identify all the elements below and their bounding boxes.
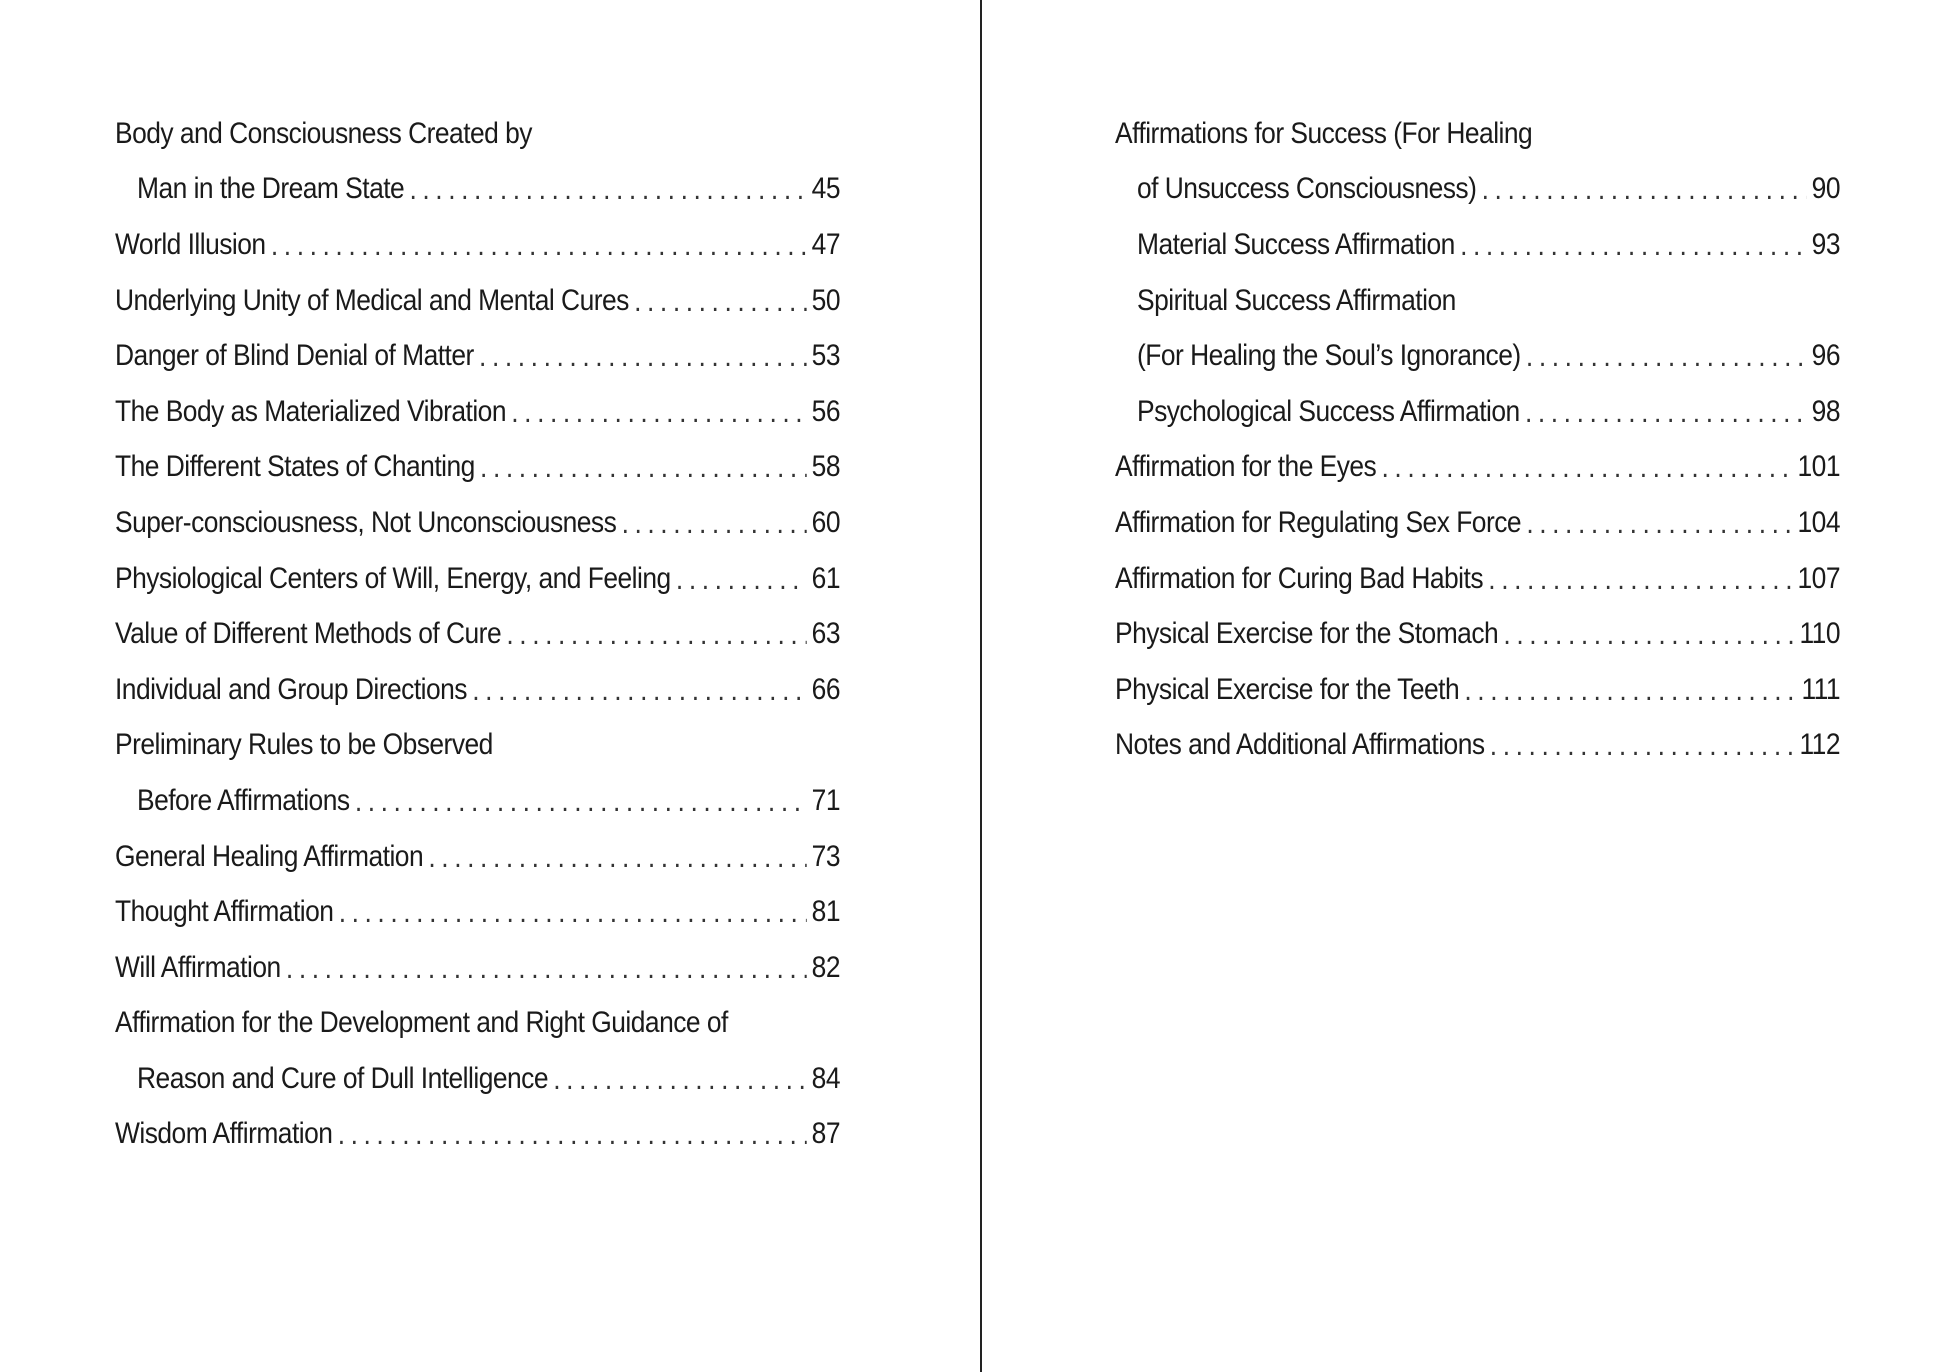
toc-entry-page-number: 82 [811,950,840,984]
toc-entry-title: (For Healing the Soul’s Ignorance) [1137,339,1521,373]
toc-entry-page-number: 90 [1811,172,1840,206]
toc-entry-title: Physical Exercise for the Stomach [1115,617,1499,651]
toc-entry-page-number: 112 [1799,728,1840,762]
toc-entry [115,551,840,607]
dot-leader [1525,396,1806,430]
toc-entry [1115,106,1840,162]
toc-entry-page-number: 107 [1797,561,1840,595]
toc-entry-title: Spiritual Success Affirmation [1137,283,1456,317]
toc-entry [115,440,840,496]
dot-leader [286,952,806,986]
toc-entry [115,384,840,440]
toc-entry-page-number: 84 [811,1061,840,1095]
toc-entry-title: Material Success Affirmation [1137,227,1455,261]
dot-leader [479,340,806,374]
toc-entry-page-number: 81 [811,895,840,929]
dot-leader [1382,451,1793,485]
toc-entry-title: Wisdom Affirmation [115,1117,333,1151]
toc-entry-title: World Illusion [115,227,266,261]
toc-entry-title: of Unsuccess Consciousness) [1137,172,1477,206]
toc-entry [115,328,840,384]
dot-leader [511,396,806,430]
toc-entry-page-number: 63 [811,617,840,651]
dot-leader [428,841,806,875]
toc-entry [115,940,840,996]
dot-leader [553,1063,806,1097]
dot-leader [1490,729,1794,763]
dot-leader [339,896,807,930]
toc-entry-title: Notes and Additional Affirmations [1115,728,1485,762]
toc-entry-title: Underlying Unity of Medical and Mental Cures [115,283,629,317]
toc-entry [1115,440,1840,496]
toc-list-right [1115,106,1840,773]
toc-entry [115,273,840,329]
toc-entry-title: Value of Different Methods of Cure [115,617,502,651]
toc-entry [115,106,840,162]
toc-entry-title: Physical Exercise for the Teeth [1115,672,1460,706]
toc-entry [1115,495,1840,551]
toc-entry [1115,273,1840,329]
dot-leader [622,507,807,541]
toc-entry [1115,606,1840,662]
dot-leader [355,785,807,819]
toc-entry-title: Danger of Blind Denial of Matter [115,339,474,373]
toc-entry-title: Affirmation for the Development and Right Guidance of [115,1006,728,1040]
toc-entry-page-number: 98 [1811,394,1840,428]
toc-entry-title: General Healing Affirmation [115,839,424,873]
dot-leader [1464,674,1796,708]
toc-entry-page-number: 96 [1811,339,1840,373]
dot-leader [634,285,806,319]
toc-entry [1115,217,1840,273]
toc-entry [1115,718,1840,774]
toc-entry-title: Thought Affirmation [115,895,334,929]
toc-entry-page-number: 71 [811,783,840,817]
toc-entry [115,495,840,551]
dot-leader [1482,173,1807,207]
toc-entry-page-number: 93 [1811,227,1840,261]
toc-entry-page-number: 47 [811,227,840,261]
toc-entry-title: Affirmations for Success (For Healing [1115,116,1533,150]
toc-entry-page-number: 53 [811,339,840,373]
toc-entry-title: Affirmation for Regulating Sex Force [1115,505,1522,539]
toc-entry [115,1051,840,1107]
dot-leader [472,674,806,708]
toc-entry-title: The Body as Materialized Vibration [115,394,506,428]
dot-leader [338,1118,807,1152]
toc-entry-title: Individual and Group Directions [115,672,467,706]
toc-entry-page-number: 66 [811,672,840,706]
toc-entry [1115,551,1840,607]
dot-leader [480,451,806,485]
toc-entry-page-number: 45 [811,172,840,206]
toc-entry-page-number: 111 [1801,672,1840,706]
toc-entry [1115,384,1840,440]
toc-entry-page-number: 87 [811,1117,840,1151]
toc-entry-title: Super-consciousness, Not Unconsciousness [115,505,617,539]
toc-entry [115,884,840,940]
toc-entry [115,829,840,885]
dot-leader [676,563,806,597]
dot-leader [1488,563,1792,597]
toc-entry-title: Preliminary Rules to be Observed [115,728,493,762]
toc-entry [1115,162,1840,218]
dot-leader [1526,340,1806,374]
toc-entry-page-number: 58 [811,450,840,484]
dot-leader [409,173,806,207]
toc-entry [115,996,840,1052]
dot-leader [1526,507,1792,541]
toc-entry [115,662,840,718]
dot-leader [506,618,806,652]
toc-entry-title: Affirmation for the Eyes [1115,450,1377,484]
toc-entry-title: Physiological Centers of Will, Energy, and Feeling [115,561,671,595]
toc-entry [115,162,840,218]
toc-entry-page-number: 104 [1797,505,1840,539]
toc-entry [115,217,840,273]
toc-entry-page-number: 56 [811,394,840,428]
toc-entry-title: Reason and Cure of Dull Intelligence [137,1061,548,1095]
toc-entry-title: Body and Consciousness Created by [115,116,532,150]
toc-entry-page-number: 73 [811,839,840,873]
toc-entry-title: The Different States of Chanting [115,450,475,484]
dot-leader [271,229,807,263]
dot-leader [1460,229,1806,263]
toc-entry [115,773,840,829]
toc-entry [115,606,840,662]
toc-entry-title: Man in the Dream State [137,172,405,206]
dot-leader [1503,618,1794,652]
toc-entry [1115,328,1840,384]
toc-entry-page-number: 101 [1797,450,1840,484]
toc-entry-page-number: 60 [811,505,840,539]
toc-entry-title: Affirmation for Curing Bad Habits [1115,561,1484,595]
toc-entry [115,1107,840,1163]
toc-list-left [115,106,840,1162]
toc-entry-page-number: 61 [811,561,840,595]
toc-entry-page-number: 110 [1799,617,1840,651]
toc-entry [1115,662,1840,718]
toc-entry-title: Will Affirmation [115,950,281,984]
toc-entry-title: Psychological Success Affirmation [1137,394,1520,428]
toc-entry-title: Before Affirmations [137,783,350,817]
toc-entry-page-number: 50 [811,283,840,317]
toc-entry [115,718,840,774]
right-page [982,0,1960,1372]
